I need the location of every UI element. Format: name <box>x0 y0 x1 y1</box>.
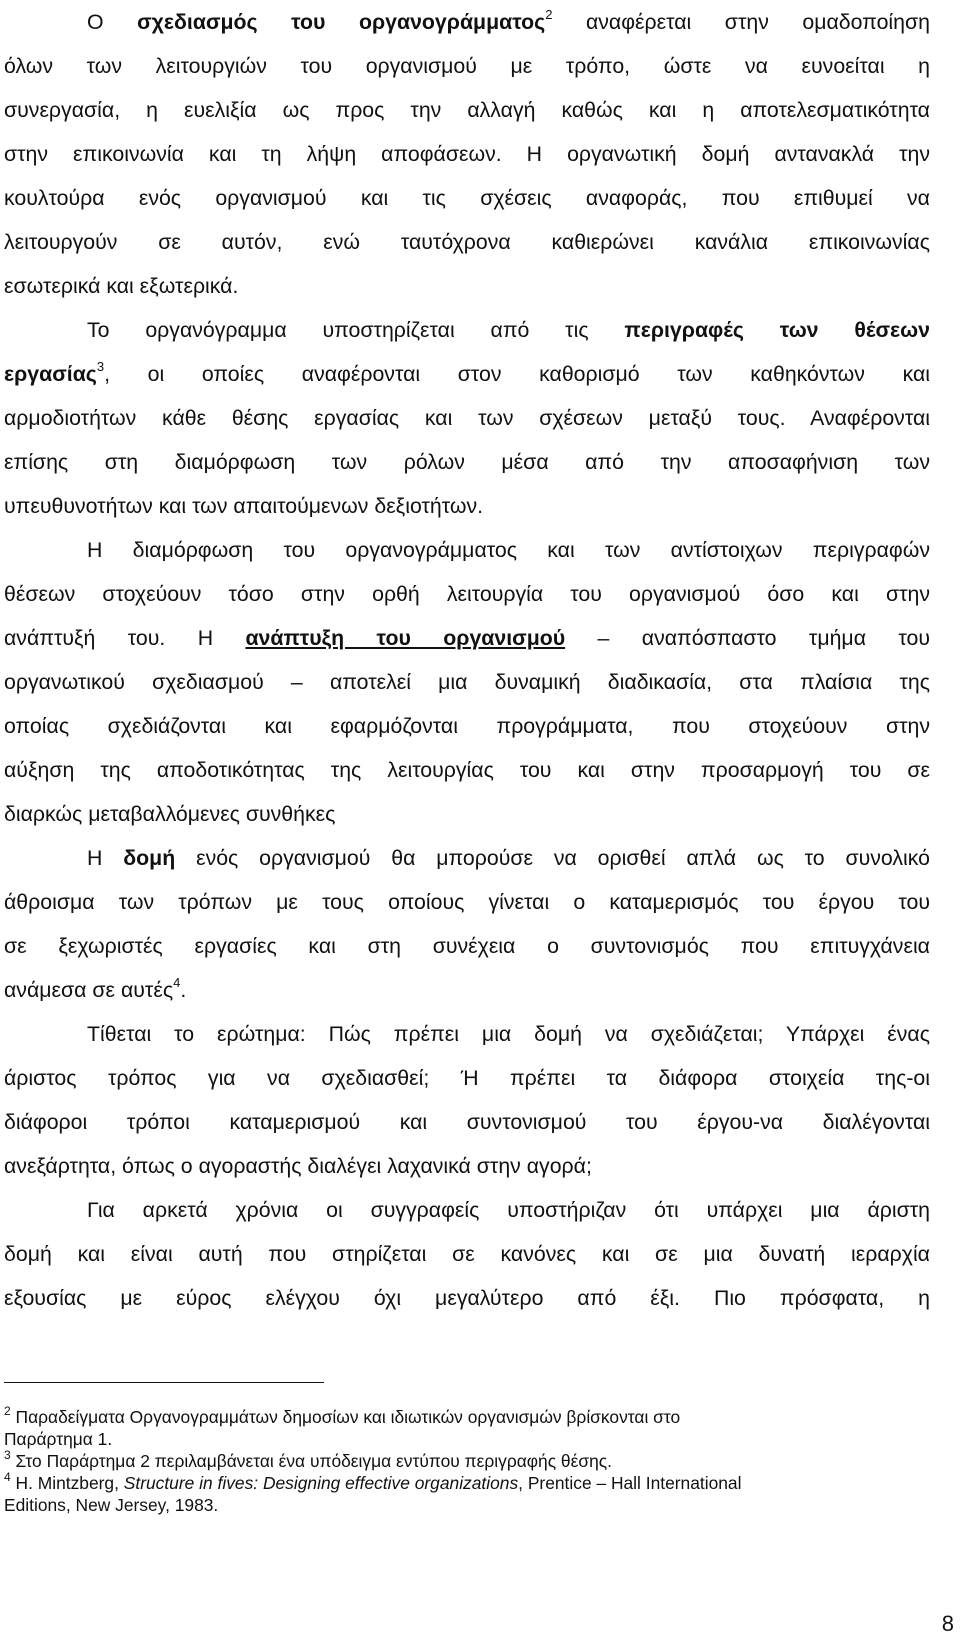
bold-term: ανάπτυξη του οργανισμού <box>245 626 566 650</box>
text-line: Για αρκετά χρόνια οι συγγραφείς υποστήριζαν ότι υπάρχει μια άριστη <box>87 1198 930 1222</box>
text-line: άριστος τρόπος για να σχεδιασθεί; Ή πρέπει τα διάφορα στοιχεία της-οι <box>4 1066 930 1090</box>
text-line: σε ξεχωριστές εργασίες και στη συνέχεια ο συντονισμός που επιτυγχάνεια <box>4 934 930 958</box>
text-line: όλων των λειτουργιών του οργανισμού με τρόπο, ώστε να ευνοείται η <box>4 54 930 78</box>
text-line: Η δομή ενός οργανισμού θα μπορούσε να ορισθεί απλά ως το συνολικό <box>87 846 930 870</box>
bold-term: περιγραφές των θέσεων <box>624 318 930 342</box>
text-line: εργασίας$^3$, οι οποίες αναφέρονται στον καθορισμό των καθηκόντων και <box>4 359 930 386</box>
text-line: οργανωτικού σχεδιασμού – αποτελεί μια δυναμική διαδικασία, στα πλαίσια της <box>4 670 930 694</box>
text-line: δομή και είναι αυτή που στηρίζεται σε κανόνες και σε μια δυνατή ιεραρχία <box>4 1242 930 1266</box>
text-line: στην επικοινωνία και τη λήψη αποφάσεων. Η οργανωτική δομή αντανακλά την <box>4 142 930 166</box>
text-line: Η διαμόρφωση του οργανογράμματος και των αντίστοιχων περιγραφών <box>87 538 930 562</box>
text-line: οποίας σχεδιάζονται και εφαρμόζονται προγράμματα, που στοχεύουν στην <box>4 714 930 738</box>
footnote: $^4$ H. Mintzberg, Structure in fives: Designing effective organizations, Prentice – Hall International <box>4 1470 742 1493</box>
text-line: θέσεων στοχεύουν τόσο στην ορθή λειτουργία του οργανισμού όσο και στην <box>4 582 930 606</box>
text-line: Τίθεται το ερώτημα: Πώς πρέπει μια δομή να σχεδιάζεται; Υπάρχει ένας <box>87 1022 930 1046</box>
bold-term: δομή <box>123 846 176 870</box>
footnote-number: 4 <box>4 1470 11 1484</box>
text-line: Το οργανόγραμμα υποστηρίζεται από τις περιγραφές των θέσεων <box>87 318 930 342</box>
bold-term: εργασίας <box>4 362 97 386</box>
text-line: κουλτούρα ενός οργανισμού και τις σχέσεις αναφοράς, που επιθυμεί να <box>4 186 930 210</box>
text-line: εσωτερικά και εξωτερικά. <box>4 274 239 298</box>
text-line: εξουσίας με εύρος ελέγχου όχι μεγαλύτερο από έξι. Πιο πρόσφατα, η <box>4 1286 930 1310</box>
footnote-number: 2 <box>4 1404 11 1418</box>
footnote-ref: 2 <box>545 7 553 22</box>
footnote: $^2$ Παραδείγματα Οργανογραμμάτων δημοσίων και ιδιωτικών οργανισμών βρίσκονται στο <box>4 1404 681 1427</box>
text-line: ανάπτυξή του. Η ανάπτυξη του οργανισμού – αναπόσπαστο τμήμα του <box>4 626 931 650</box>
text-line: συνεργασία, η ευελιξία ως προς την αλλαγή καθώς και η αποτελεσματικότητα <box>4 98 930 122</box>
footnote-ref: 3 <box>96 359 105 374</box>
text-line: υπευθυνοτήτων και των απαιτούμενων δεξιοτήτων. <box>4 494 484 518</box>
footnote: $^3$ Στο Παράρτημα 2 περιλαμβάνεται ένα υπόδειγμα εντύπου περιγραφής θέσης. <box>4 1448 612 1471</box>
footnote-continuation: Editions, New Jersey, 1983. <box>4 1495 219 1515</box>
footnote-number: 3 <box>4 1448 11 1462</box>
book-title: Structure in fives: Designing effective organizations <box>123 1473 519 1493</box>
footnote-continuation: Παράρτημα 1. <box>4 1429 113 1449</box>
bold-term: σχεδιασμός του οργανογράμματος <box>137 10 546 34</box>
text-line: ανάμεσα σε αυτές$^4$. <box>4 975 187 1002</box>
text-line: αύξηση της αποδοτικότητας της λειτουργίας του και στην προσαρμογή του σε <box>4 758 930 782</box>
text-line: λειτουργούν σε αυτόν, ενώ ταυτόχρονα καθιερώνει κανάλια επικοινωνίας <box>4 230 930 254</box>
text-line: Ο σχεδιασμός του οργανογράμματος$^2$ αναφέρεται στην ομαδοποίηση <box>87 7 930 34</box>
page-number: 8 <box>941 1611 954 1636</box>
footnote-ref: 4 <box>173 975 181 990</box>
footnote-separator <box>4 1382 324 1383</box>
text-line: επίσης στη διαμόρφωση των ρόλων μέσα από την αποσαφήνιση των <box>4 450 930 474</box>
text-line: διαρκώς μεταβαλλόμενες συνθήκες <box>4 802 336 826</box>
text-line: ανεξάρτητα, όπως ο αγοραστής διαλέγει λαχανικά στην αγορά; <box>4 1154 592 1178</box>
text-line: διάφοροι τρόποι καταμερισμού και συντονισμού του έργου-να διαλέγονται <box>4 1110 930 1134</box>
text-line: άθροισμα των τρόπων με τους οποίους γίνεται ο καταμερισμός του έργου του <box>4 890 930 914</box>
text-line: αρμοδιοτήτων κάθε θέσης εργασίας και των σχέσεων μεταξύ τους. Αναφέρονται <box>4 406 930 430</box>
